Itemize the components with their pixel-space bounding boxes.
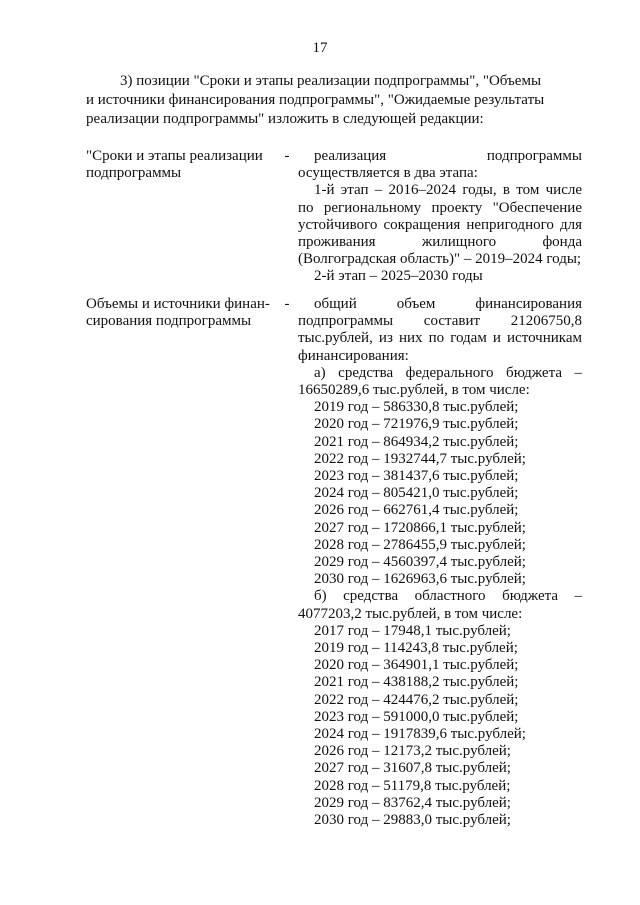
regional-year-item: 2020 год – 364901,1 тыс.рублей; [314, 657, 519, 674]
federal-years-list [298, 399, 582, 588]
regional-year-item: 2022 год – 424476,2 тыс.рублей; [314, 691, 519, 708]
regional-years-list [298, 623, 582, 829]
funding-label [86, 296, 276, 330]
federal-year-item: 2027 год – 1720866,1 тыс.рублей; [314, 519, 526, 536]
regional-year-item: 2030 год – 29883,0 тыс.рублей; [314, 812, 511, 829]
page-number: 17 [312, 40, 328, 56]
regional-year-item: 2028 год – 51179,8 тыс.рублей; [314, 777, 511, 794]
funding-dash: - [284, 296, 290, 312]
terms-dash: - [284, 148, 290, 164]
regional-year-item: 2021 год – 438188,2 тыс.рублей; [314, 674, 519, 691]
intro-paragraph [86, 72, 582, 129]
terms-paragraph-stage-1: 1-й этап – 2016–2024 годы, в том числе по региональному проекту "Обеспечение устойчивого сокращения непригодного для проживания жилищного фонда (Волгоградская область)" – 2019–2024 годы; [298, 182, 582, 268]
regional-year-item: 2019 год – 114243,8 тыс.рублей; [314, 640, 518, 657]
federal-year-item: 2026 год – 662761,4 тыс.рублей; [314, 502, 519, 519]
federal-year-item: 2028 год – 2786455,9 тыс.рублей; [314, 536, 526, 553]
federal-year-item: 2019 год – 586330,8 тыс.рублей; [314, 399, 519, 416]
federal-year-item: 2021 год – 864934,2 тыс.рублей; [314, 433, 519, 450]
regional-year-item: 2024 год – 1917839,6 тыс.рублей; [314, 726, 526, 743]
terms-label [86, 148, 276, 182]
federal-budget-heading: а) средства федерального бюджета – 16650289,6 тыс.рублей, в том числе: [298, 364, 582, 399]
federal-year-item: 2030 год – 1626963,6 тыс.рублей; [314, 571, 526, 588]
federal-year-item: 2029 год – 4560397,4 тыс.рублей; [314, 554, 526, 571]
regional-year-item: 2017 год – 17948,1 тыс.рублей; [314, 622, 511, 639]
regional-year-item: 2027 год – 31607,8 тыс.рублей; [314, 760, 511, 777]
terms-content [298, 148, 582, 286]
federal-year-item: 2022 год – 1932744,7 тыс.рублей; [314, 450, 526, 467]
intro-line-2: и источники финансирования подпрограммы", "Ожидаемые результаты [86, 92, 545, 108]
terms-label-line-1: "Сроки и этапы реализации [86, 148, 263, 164]
regional-year-item: 2023 год – 591000,0 тыс.рублей; [314, 708, 519, 725]
federal-year-item: 2020 год – 721976,9 тыс.рублей; [314, 416, 519, 433]
funding-label-line-2: сирования подпрограммы [86, 313, 252, 330]
funding-content [298, 296, 582, 829]
intro-line-1: 3) позиции "Сроки и этапы реализации подпрограммы", "Объемы [120, 73, 542, 89]
federal-year-item: 2024 год – 805421,0 тыс.рублей; [314, 485, 519, 502]
funding-label-line-1: Объемы и источники финан- [86, 296, 270, 312]
terms-paragraph-stage-2: 2-й этап – 2025–2030 годы [314, 268, 483, 285]
federal-year-item: 2023 год – 381437,6 тыс.рублей; [314, 468, 519, 485]
intro-line-3: реализации подпрограммы" изложить в следующей редакции: [86, 111, 484, 127]
regional-year-item: 2026 год – 12173,2 тыс.рублей; [314, 743, 511, 760]
funding-total-paragraph: общий объем финансирования подпрограммы составит 21206750,8 тыс.рублей, из них по годам и источникам финансирования: [298, 296, 582, 364]
regional-budget-heading: б) средства областного бюджета – 4077203,2 тыс.рублей, в том числе: [298, 588, 582, 622]
terms-paragraph-1: реализация подпрограммы осуществляется в два этапа: [298, 148, 582, 182]
terms-label-line-2: подпрограммы [86, 165, 182, 182]
regional-year-item: 2029 год – 83762,4 тыс.рублей; [314, 794, 511, 811]
